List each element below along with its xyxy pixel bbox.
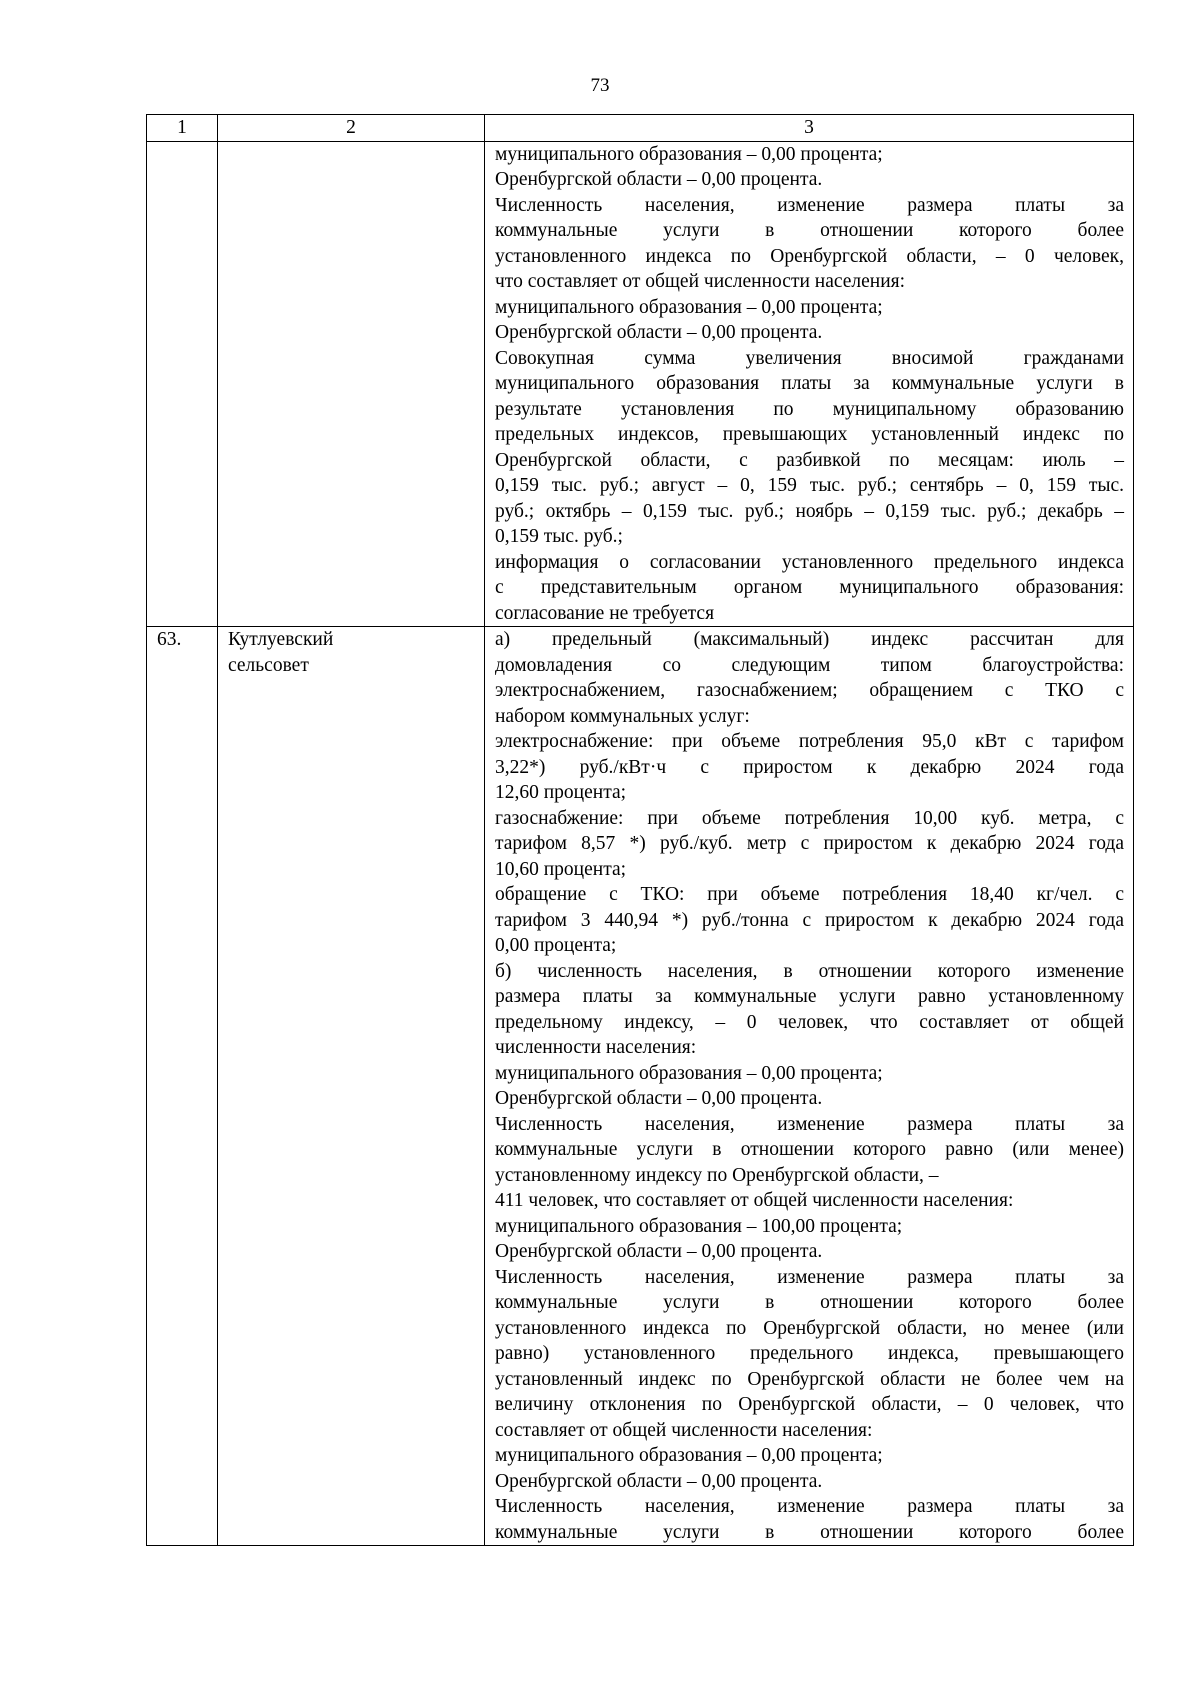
text-line: составляет от общей численности населения: <box>495 1419 873 1441</box>
text-line: 12,60 процента; <box>495 782 627 803</box>
text-line: коммунальные услуги в отношении которого более <box>495 220 1124 241</box>
continuation-name-cell <box>218 141 485 627</box>
text-line: с представительным органом муниципального образования: <box>495 577 1124 598</box>
text-line: тарифом 3 440,94 *) руб./тонна с приростом к декабрю 2024 года <box>495 909 1124 931</box>
text-line: величину отклонения по Оренбургской области, – 0 человек, что <box>495 1394 1124 1415</box>
text-line: руб.; октябрь – 0,159 тыс. руб.; ноябрь – 0,159 тыс. руб.; декабрь – <box>495 500 1124 522</box>
text-line: Оренбургской области, с разбивкой по месяцам: июль – <box>495 449 1124 471</box>
text-line: численности населения: <box>495 1037 697 1058</box>
municipality-name-cell <box>218 627 485 1546</box>
table-row-continuation <box>147 141 1134 627</box>
text-line: 0,159 тыс. руб.; <box>495 526 623 547</box>
text-line: 0,00 процента; <box>495 935 617 956</box>
text-line: муниципального образования – 0,00 процента; <box>495 1445 883 1466</box>
row-63-text-cell <box>485 627 1134 1546</box>
text-line: муниципального образования – 0,00 процента; <box>495 296 883 318</box>
row-63-text-block <box>495 627 1124 1545</box>
text-line: б) численность населения, в отношении которого изменение <box>495 960 1124 982</box>
text-line: 3,22*) руб./кВт·ч с приростом к декабрю 2024 года <box>495 756 1124 778</box>
text-line: обращение с ТКО: при объеме потребления 18,40 кг/чел. с <box>495 884 1124 905</box>
text-line: коммунальные услуги в отношении которого более <box>495 1292 1124 1313</box>
text-line: предельных индексов, превышающих установленный индекс по <box>495 424 1124 445</box>
text-line: муниципального образования – 100,00 процента; <box>495 1215 903 1237</box>
text-line: Оренбургской области – 0,00 процента. <box>495 1088 823 1109</box>
text-line: результате установления по муниципальному образованию <box>495 398 1124 420</box>
text-line: Численность населения, изменение размера платы за <box>495 1113 1124 1135</box>
text-line: электроснабжением, газоснабжением; обращением с ТКО с <box>495 680 1124 701</box>
text-line: 411 человек, что составляет от общей численности населения: <box>495 1190 1014 1211</box>
text-line: что составляет от общей численности населения: <box>495 271 906 292</box>
text-line: муниципального образования – 0,00 процента; <box>495 143 883 165</box>
continuation-text-block <box>495 142 1124 627</box>
table-row-63 <box>147 627 1134 1546</box>
text-line: установленного индекса по Оренбургской области, – 0 человек, <box>495 245 1124 267</box>
text-line: Численность населения, изменение размера платы за <box>495 1266 1124 1288</box>
header-col-3: 3 <box>485 115 1134 142</box>
continuation-number-cell <box>147 141 218 627</box>
text-line: Численность населения, изменение размера платы за <box>495 1496 1124 1517</box>
text-line: 0,159 тыс. руб.; август – 0, 159 тыс. руб.; сентябрь – 0, 159 тыс. <box>495 475 1124 496</box>
text-line: размера платы за коммунальные услуги равно установленному <box>495 986 1124 1007</box>
text-line: Оренбургской области – 0,00 процента. <box>495 1470 823 1492</box>
text-line: а) предельный (максимальный) индекс рассчитан для <box>495 629 1124 650</box>
text-line: установленному индексу по Оренбургской области, – <box>495 1164 939 1186</box>
text-line: предельному индексу, – 0 человек, что составляет от общей <box>495 1011 1124 1033</box>
row-number: 63. <box>147 627 218 1546</box>
text-line: установленный индекс по Оренбургской области не более чем на <box>495 1368 1124 1390</box>
page-number: 73 <box>590 75 610 96</box>
text-line: электроснабжение: при объеме потребления 95,0 кВт с тарифом <box>495 731 1124 752</box>
continuation-text-cell <box>485 141 1134 627</box>
text-line: Оренбургской области – 0,00 процента. <box>495 169 823 190</box>
text-line: муниципального образования – 0,00 процента; <box>495 1062 883 1084</box>
text-line: газоснабжение: при объеме потребления 10,00 куб. метра, с <box>495 807 1124 829</box>
header-col-2: 2 <box>218 115 485 142</box>
text-line: Совокупная сумма увеличения вносимой гражданами <box>495 347 1124 369</box>
table-header-row <box>147 115 1134 142</box>
municipality-name-line-2: сельсовет <box>228 654 309 676</box>
municipality-name-line-1: Кутлуевский <box>228 629 334 650</box>
text-line: коммунальные услуги в отношении которого более <box>495 1521 1124 1543</box>
text-line: установленного индекса по Оренбургской области, но менее (или <box>495 1317 1124 1339</box>
text-line: 10,60 процента; <box>495 858 627 880</box>
text-line: согласование не требуется <box>495 602 715 624</box>
municipal-index-table <box>146 114 1134 1546</box>
text-line: равно) установленного предельного индекса, превышающего <box>495 1343 1124 1364</box>
text-line: информация о согласовании установленного предельного индекса <box>495 551 1124 573</box>
text-line: муниципального образования платы за коммунальные услуги в <box>495 373 1124 394</box>
text-line: коммунальные услуги в отношении которого равно (или менее) <box>495 1139 1124 1160</box>
text-line: Оренбургской области – 0,00 процента. <box>495 1241 823 1262</box>
text-line: Численность населения, изменение размера платы за <box>495 194 1124 216</box>
header-col-1: 1 <box>147 115 218 142</box>
text-line: Оренбургской области – 0,00 процента. <box>495 322 823 343</box>
text-line: набором коммунальных услуг: <box>495 705 750 727</box>
text-line: тарифом 8,57 *) руб./куб. метр с приростом к декабрю 2024 года <box>495 833 1124 854</box>
text-line: домовладения со следующим типом благоустройства: <box>495 654 1124 676</box>
